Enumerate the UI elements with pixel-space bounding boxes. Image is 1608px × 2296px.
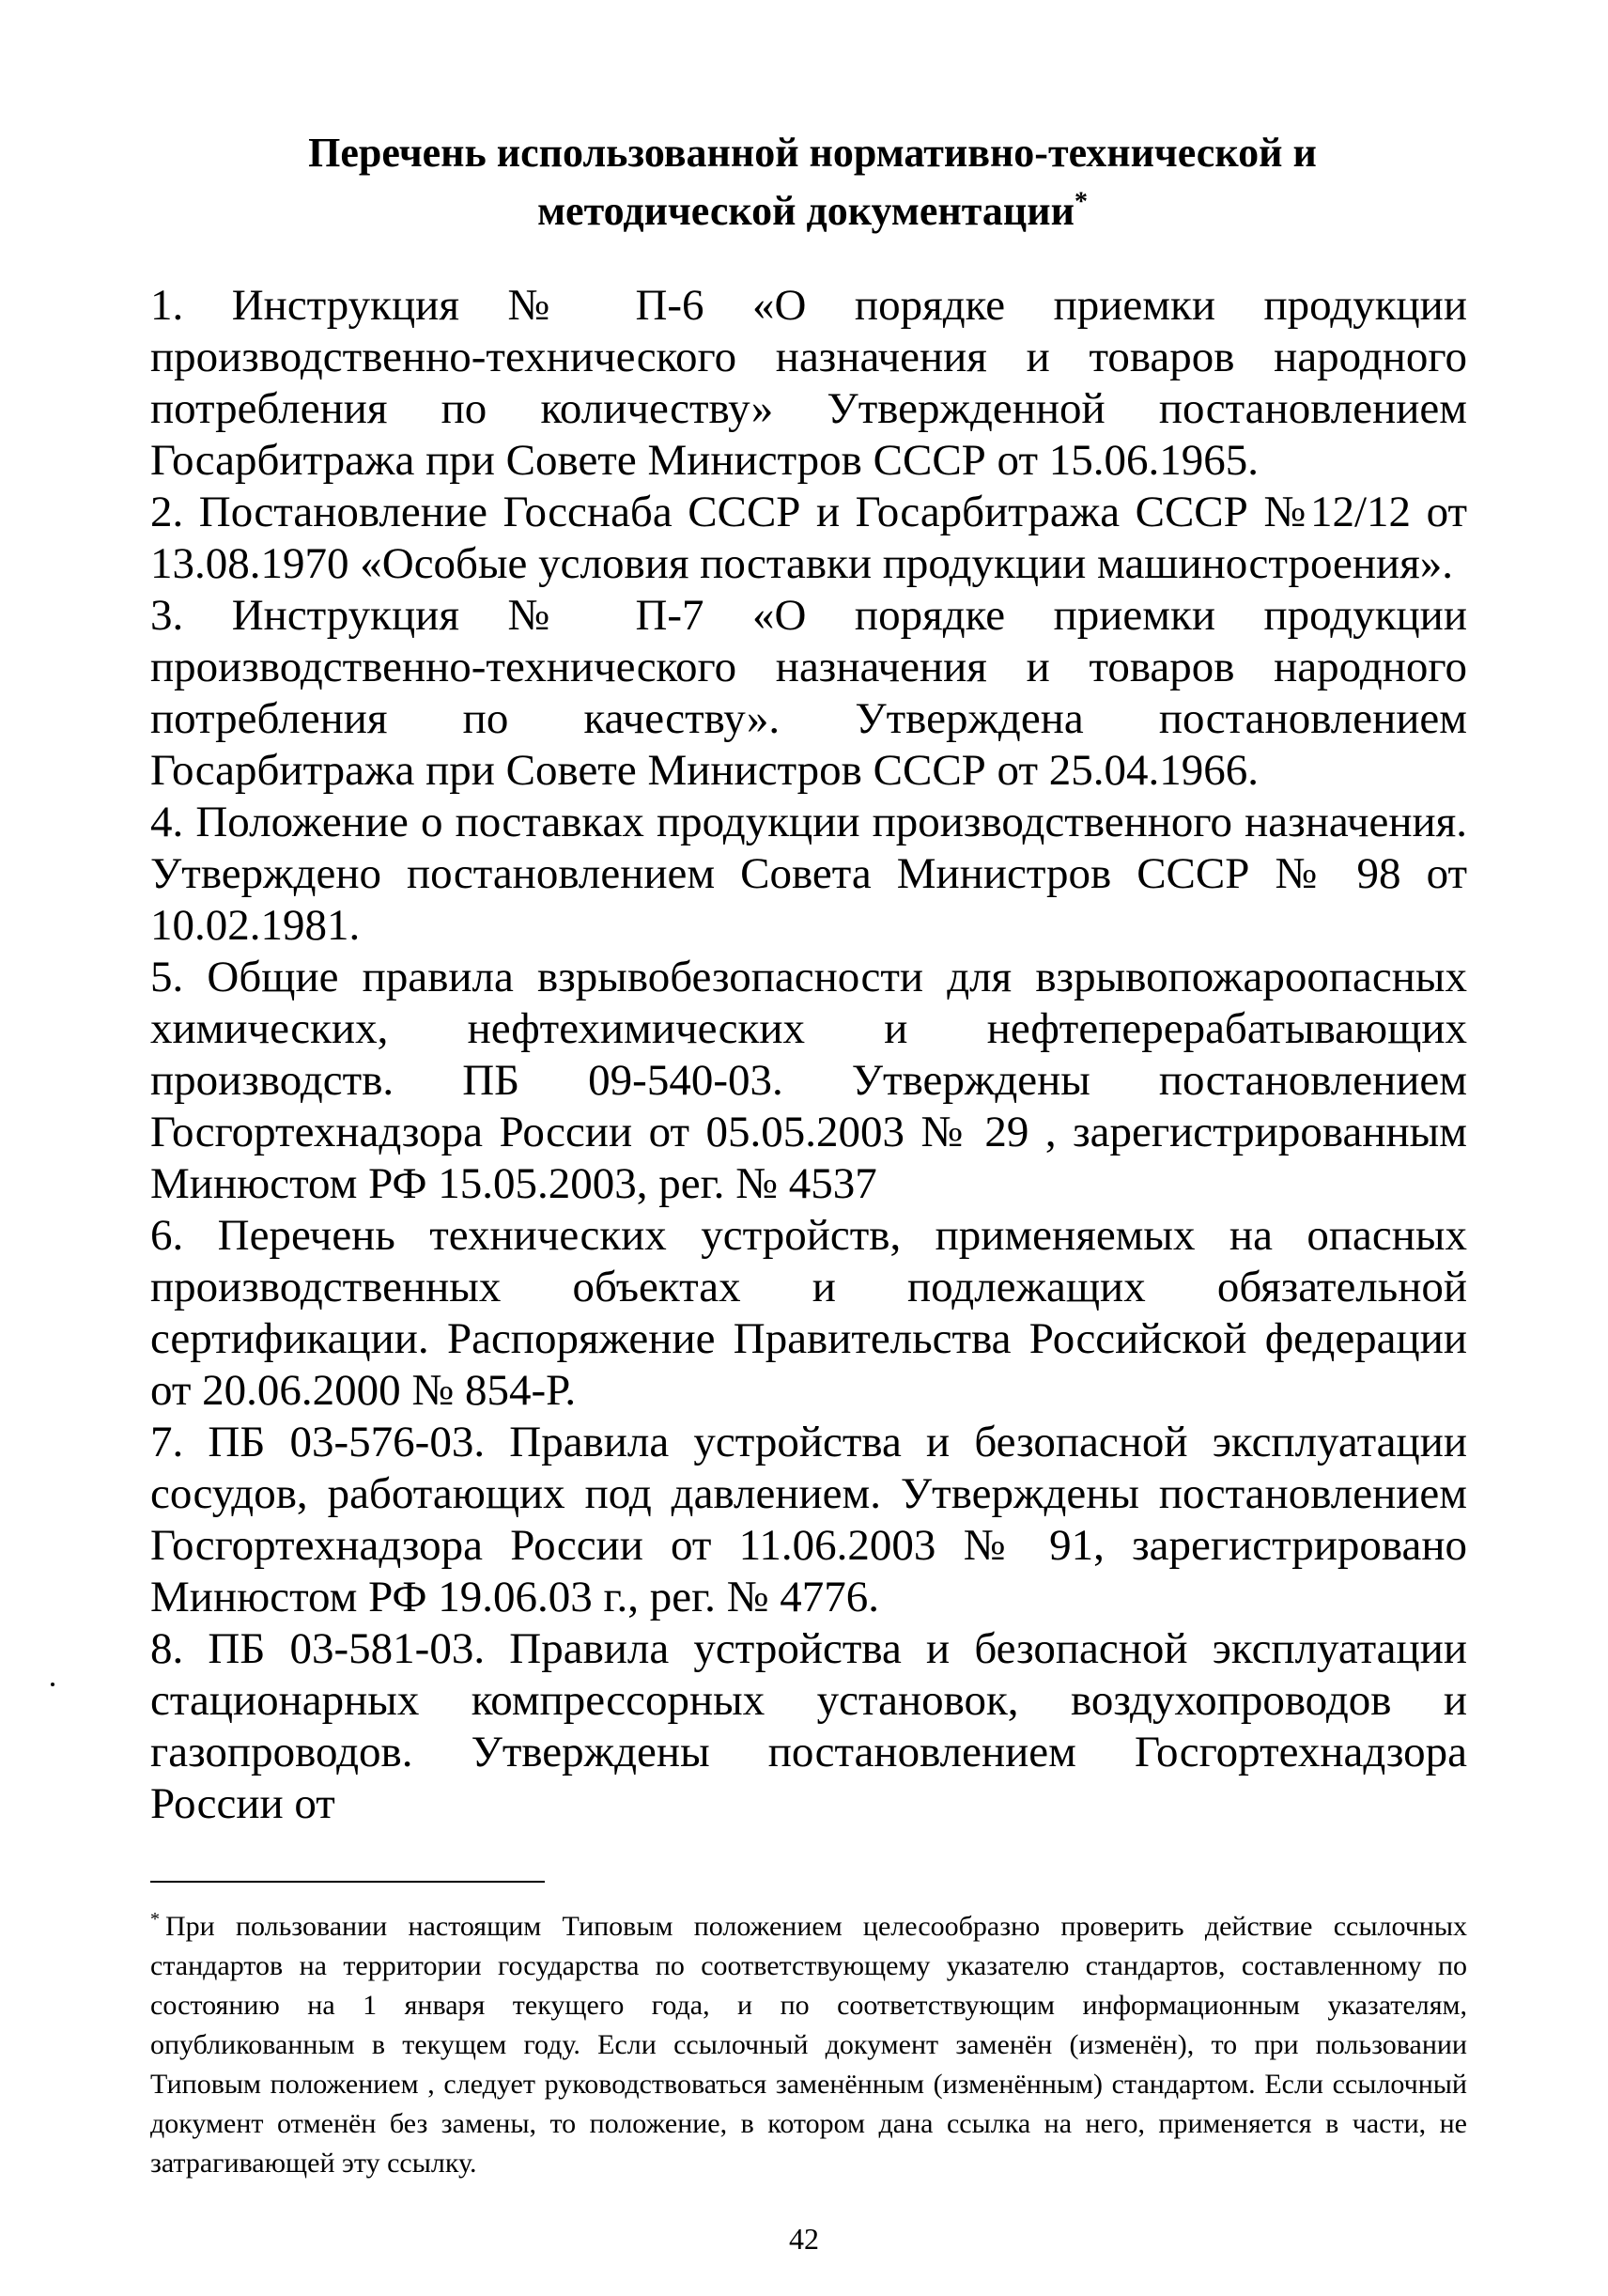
list-item: 1. Инструкция № П-6 «О порядке приемки продукции производственно-технического назначения и товаров народного потребления по количеству» Утвержденной постановлением Госарбитража при Совете Министров СССР от 15.06.1965. [150, 281, 1467, 485]
list-item: 2. Постановление Госснаба СССР и Госарбитража СССР №12/12 от 13.08.1970 «Особые условия поставки продукции машиностроения». [150, 488, 1467, 588]
title-line-1: Перечень использованной нормативно-технической и [308, 130, 1317, 176]
footnote-text: При пользовании настоящим Типовым положением целесообразно проверить действие ссылочных стандартов на территории государства по соответствующему указателю стандартов, составленному по состоянию на 1 января текущего года, и по соответствующим информационным указателям, опубликованным в текущем году. Если ссылочный документ заменён (изменён), то при пользовании Типовым положением , следует руководствоваться заменённым (изменённым) стандартом. Если ссылочный документ отменён без замены, то положение, в котором дана ссылка на него, применяется в части, не затрагивающей эту ссылку. [150, 1911, 1467, 2179]
footnote-mark: * [150, 1909, 160, 1930]
scan-artifact-dot [51, 1683, 54, 1686]
list-item: 8. ПБ 03-581-03. Правила устройства и безопасной эксплуатации стационарных компрессорных установок, воздухопроводов и газопроводов. Утверждены постановлением Госгортехнадзора России от [150, 1624, 1467, 1828]
list-item: 4. Положение о поставках продукции производственного назначения. Утверждено постановлением Совета Министров СССР № 98 от 10.02.1981. [150, 798, 1467, 950]
page-title [150, 124, 1475, 240]
list-item: 7. ПБ 03-576-03. Правила устройства и безопасной эксплуатации сосудов, работающих под давлением. Утверждены постановлением Госгортехнадзора России от 11.06.2003 № 91, зарегистрировано Минюстом РФ 19.06.03 г., рег. № 4776. [150, 1418, 1467, 1621]
title-footnote-mark: * [1074, 187, 1088, 217]
references-list [150, 280, 1467, 1830]
list-item: 6. Перечень технических устройств, применяемых на опасных производственных объектах и подлежащих обязательной сертификации. Распоряжение Правительства Российской федерации от 20.06.2000 № 854-Р. [150, 1211, 1467, 1415]
title-line-2: методической документации [537, 188, 1075, 234]
list-item: 5. Общие правила взрывобезопасности для взрывопожароопасных химических, нефтехимических и нефтеперерабатывающих производств. ПБ 09-540-03. Утверждены постановлением Госгортехнадзора России от 05.05.2003 № 29 , зарегистрированным Минюстом РФ 15.05.2003, рег. № 4537 [150, 953, 1467, 1208]
list-item: 3. Инструкция № П-7 «О порядке приемки продукции производственно-технического назначения и товаров народного потребления по качеству». Утверждена постановлением Госарбитража при Совете Министров СССР от 25.04.1966. [150, 591, 1467, 795]
footnote [150, 1907, 1467, 2183]
page-number: 42 [789, 2222, 819, 2256]
footnote-divider [150, 1881, 545, 1883]
